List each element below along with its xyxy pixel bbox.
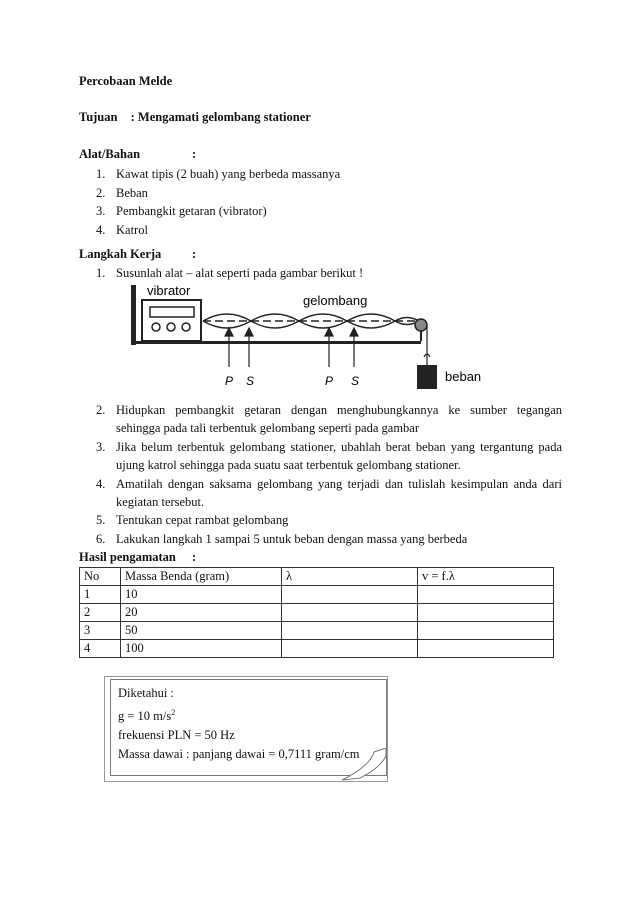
tujuan-text: Mengamati gelombang stationer <box>137 110 311 124</box>
langkah-sep: : <box>192 247 197 261</box>
table-cell <box>418 586 554 604</box>
alat-list <box>96 165 340 239</box>
table-cell <box>282 586 418 604</box>
s-label: S <box>246 374 255 388</box>
list-item: 5. Tentukan cepat rambat gelombang <box>96 513 289 528</box>
table-cell <box>282 640 418 658</box>
table-row <box>80 586 554 604</box>
page-title: Percobaan Melde <box>79 74 173 88</box>
tujuan-label: Tujuan <box>79 110 118 124</box>
hasil-sep: : <box>192 550 197 564</box>
pulley-icon <box>415 319 427 331</box>
table-cell: 100 <box>121 640 282 658</box>
header-cell: Massa Benda (gram) <box>121 568 282 586</box>
list-item: 3. Jika belum terbentuk gelombang stationer, ubahlah berat beban yang tergantung pada ujung katrol sehingga pada suatu saat terbentuk gelombang stationer. <box>96 439 562 473</box>
hasil-label: Hasil pengamatan <box>79 550 176 564</box>
table-cell <box>418 604 554 622</box>
table-cell <box>282 604 418 622</box>
table-row <box>80 604 554 622</box>
vibrator-label: vibrator <box>147 283 191 298</box>
header-cell: No <box>80 568 121 586</box>
list-item: 3. Pembangkit getaran (vibrator) <box>96 204 267 218</box>
list-item: 2. Beban <box>96 185 148 200</box>
ps-arrows <box>225 328 358 367</box>
table-header-row <box>80 568 554 586</box>
weight-icon <box>417 365 437 389</box>
list-item: 4. Katrol <box>96 222 148 237</box>
p-label: P <box>225 374 234 388</box>
melde-apparatus-figure <box>125 279 505 397</box>
diketahui-g: g = 10 $m/s^2$ <box>118 708 176 724</box>
tujuan-sep: : <box>130 110 135 124</box>
table-cell: 3 <box>80 622 121 640</box>
observation-table <box>79 567 554 658</box>
list-item: 6. Lakukan langkah 1 sampai 5 untuk beban dengan massa yang berbeda <box>96 531 468 546</box>
header-cell: λ <box>282 568 418 586</box>
table-cell: 1 <box>80 586 121 604</box>
table-cell: 50 <box>121 622 282 640</box>
diketahui-title: Diketahui : <box>118 686 174 700</box>
list-item: 4. Amatilah dengan saksama gelombang yang terjadi dan tulislah kesimpulan anda dari kegiatan tersebut. <box>96 476 562 510</box>
alat-sep: : <box>192 147 197 161</box>
table-cell: 2 <box>80 604 121 622</box>
tujuan-section <box>79 110 311 125</box>
table-cell: 4 <box>80 640 121 658</box>
steps-list <box>96 401 562 548</box>
langkah-label: Langkah Kerja <box>79 247 162 261</box>
table-row <box>80 640 554 658</box>
diketahui-text <box>118 684 359 764</box>
gelombang-label: gelombang <box>303 293 368 308</box>
table-cell: 10 <box>121 586 282 604</box>
table-cell <box>418 640 554 658</box>
step-1: 1. Susunlah alat – alat seperti pada gambar berikut ! <box>96 266 364 280</box>
table-cell <box>282 622 418 640</box>
diketahui-frekuensi: frekuensi PLN = 50 Hz <box>118 728 235 743</box>
diketahui-massa: Massa dawai : panjang dawai = 0,7111 gram/cm <box>118 747 360 762</box>
vibrator-icon <box>142 300 201 341</box>
list-item: 2. Hidupkan pembangkit getaran dengan menghubungkannya ke sumber tegangan sehingga pada tali terbentuk gelombang seperti pada gambar <box>96 403 562 436</box>
s-label: S <box>351 374 360 388</box>
standing-wave <box>203 314 419 328</box>
beban-label: beban <box>445 369 482 384</box>
alat-label: Alat/Bahan <box>79 147 141 161</box>
p-label: P <box>325 374 334 388</box>
table-cell: 20 <box>121 604 282 622</box>
list-item: 1. Kawat tipis (2 buah) yang berbeda massanya <box>96 167 341 181</box>
table-cell <box>418 622 554 640</box>
post-icon <box>131 285 136 345</box>
header-cell: v = f.λ <box>418 568 554 586</box>
table-row <box>80 622 554 640</box>
